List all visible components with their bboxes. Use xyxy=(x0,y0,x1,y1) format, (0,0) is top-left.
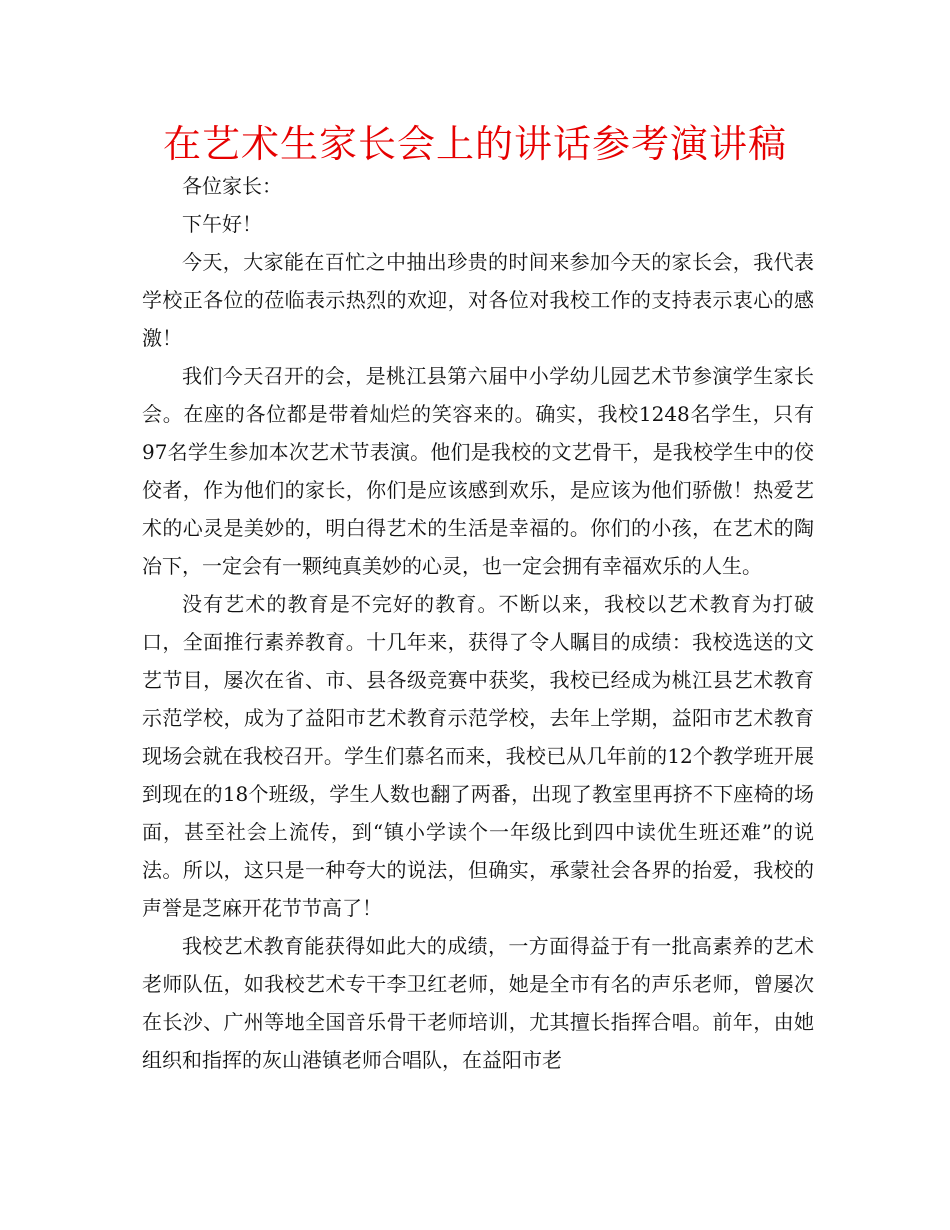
paragraph-welcome: 今天，大家能在百忙之中抽出珍贵的时间来参加今天的家长会，我代表学校正各位的莅临表示热烈的欢迎，对各位对我校工作的支持表示衷心的感激！ xyxy=(142,250,814,350)
document-title: 在艺术生家长会上的讲话参考演讲稿 xyxy=(162,122,787,166)
salutation: 各位家长： xyxy=(182,174,282,198)
paragraph-meeting-intro: 我们今天召开的会，是桃江县第六届中小学幼儿园艺术节参演学生家长会。在座的各位都是带着灿烂的笑容来的。确实，我校1248名学生，只有97名学生参加本次艺术节表演。他们是我校的文艺骨干，是我校学生中的佼佼者，作为他们的家长，你们是应该感到欢乐，是应该为他们骄傲！热爱艺术的心灵是美妙的，明白得艺术的生活是幸福的。你们的小孩，在艺术的陶冶下，一定会有一颗纯真美妙的心灵，也一定会拥有幸福欢乐的人生。 xyxy=(142,364,814,578)
greeting: 下午好！ xyxy=(182,212,262,236)
paragraph-teachers: 我校艺术教育能获得如此大的成绩，一方面得益于有一批高素养的艺术老师队伍，如我校艺术专干李卫红老师，她是全市有名的声乐老师，曾屡次在长沙、广州等地全国音乐骨干老师培训，尤其擅长指挥合唱。前年，由她组织和指挥的灰山港镇老师合唱队，在益阳市老 xyxy=(142,934,814,1072)
paragraph-art-education: 没有艺术的教育是不完好的教育。不断以来，我校以艺术教育为打破口，全面推行素养教育。十几年来，获得了令人瞩目的成绩：我校选送的文艺节目，屡次在省、市、县各级竞赛中获奖，我校已经成为桃江县艺术教育示范学校，成为了益阳市艺术教育示范学校，去年上学期，益阳市艺术教育现场会就在我校召开。学生们慕名而来，我校已从几年前的12个教学班开展到现在的18个班级，学生人数也翻了两番，出现了教室里再挤不下座椅的场面，甚至社会上流传，到“镇小学读个一年级比到四中读优生班还难”的说法。所以，这只是一种夸大的说法，但确实，承蒙社会各界的抬爱，我校的声誉是芝麻开花节节高了！ xyxy=(142,592,814,920)
document-body xyxy=(142,167,814,1079)
